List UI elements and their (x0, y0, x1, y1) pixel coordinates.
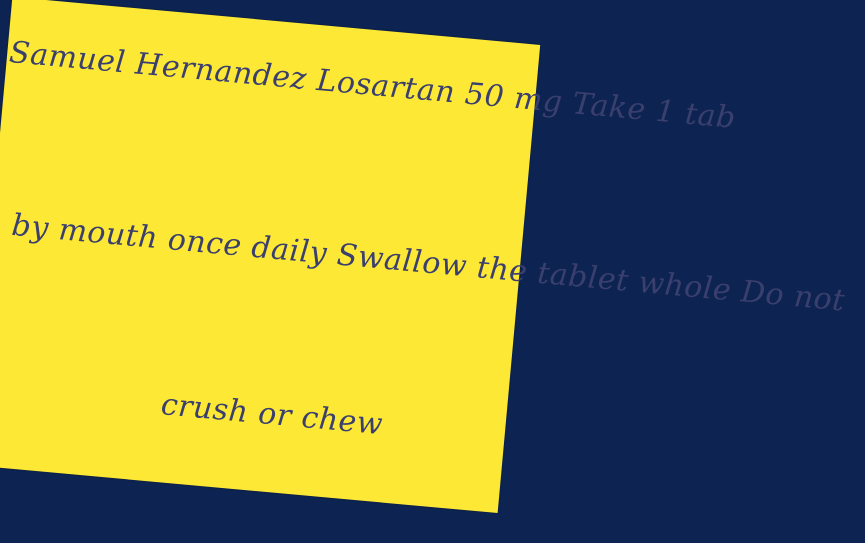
label-text-line-1: Samuel Hernandez Losartan 50 mg Take 1 tab (7, 34, 738, 136)
label-text-line-2: by mouth once daily Swallow the tablet whole Do not (10, 207, 847, 319)
label-text-line-3: crush or chew (159, 387, 385, 443)
